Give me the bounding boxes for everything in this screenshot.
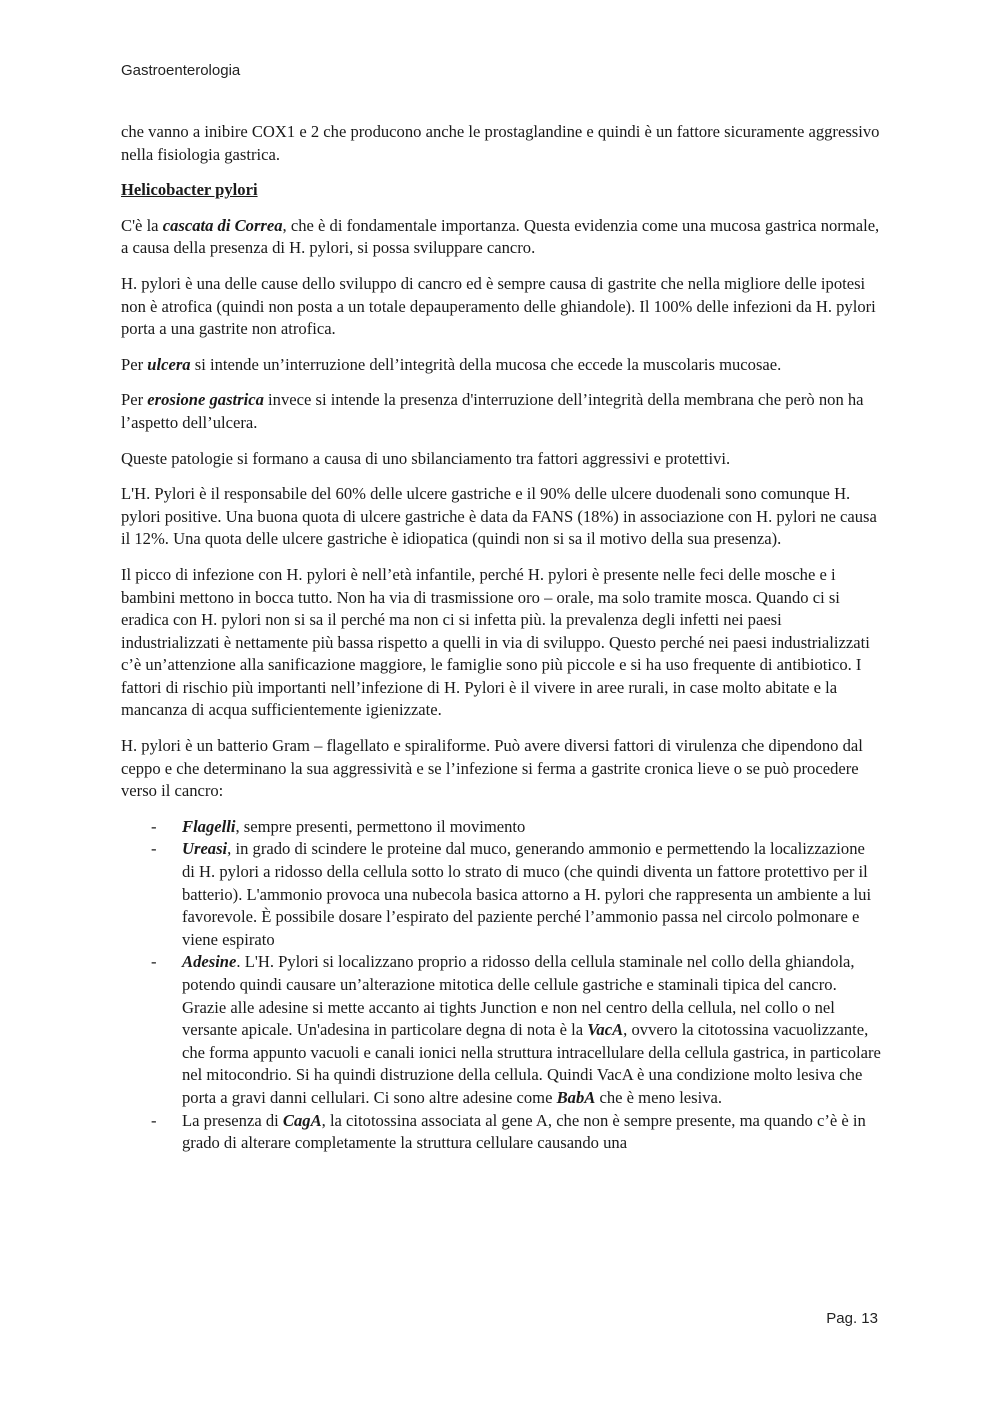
text: che è meno lesiva. bbox=[595, 1087, 723, 1107]
term-caga: CagA bbox=[282, 1110, 322, 1130]
text: , sempre presenti, permettono il movimento bbox=[235, 816, 526, 836]
term-baba: BabA bbox=[556, 1087, 596, 1107]
list-item-caga bbox=[121, 1110, 881, 1155]
term-erosione: erosione gastrica bbox=[147, 390, 264, 410]
text: invece si intende la presenza d'interruzione dell’integrità della membrana che però non ha l’aspetto dell’ulcera. bbox=[121, 390, 864, 432]
paragraph: H. pylori è una delle cause dello sviluppo di cancro ed è sempre causa di gastrite che nella migliore delle ipotesi non è atrofica (quindi non posta a un totale depauperamento delle ghiandole). Il 100% delle infezioni da H. pylori porta a una gastrite non atrofica. bbox=[121, 273, 876, 339]
dash-bullet: - bbox=[151, 952, 157, 972]
dash-bullet: - bbox=[151, 816, 157, 836]
term-vaca: VacA bbox=[587, 1020, 624, 1040]
term-flagelli: Flagelli bbox=[182, 816, 236, 836]
dash-bullet: - bbox=[151, 839, 157, 859]
list-item-adesine bbox=[121, 951, 881, 1109]
list-item-flagelli bbox=[121, 816, 881, 839]
term-correa: cascata di Correa bbox=[162, 215, 283, 235]
text: Per bbox=[121, 390, 148, 410]
text: . L'H. Pylori si localizzano proprio a ridosso della cellula staminale nel collo della ghiandola, potendo quindi causare un’alterazione mitotica delle cellule gastriche e staminali tipica del cancro. Grazie alle adesine si mette accanto ai tights Junction e non nel centro della cellula, nel collo o nel versante apicale. Un'adesina in particolare degna di nota è la bbox=[182, 952, 855, 1040]
dash-bullet: - bbox=[151, 1110, 157, 1130]
section-heading: Helicobacter pylori bbox=[121, 180, 258, 200]
paragraph-erosione bbox=[121, 389, 881, 434]
text: , in grado di scindere le proteine dal muco, generando ammonio e permettendo la localizzazione di H. pylori a ridosso della cellula sotto lo strato di muco (che quindi diventa un fattore protettivo per il batterio). L'ammonio provoca una nubecola basica attorno a H. pylori che rappresenta un ambiente a lui favorevole. È possibile dosare l’espirato del paziente perché l’ammonio passa nel circolo polmonare e viene espirato bbox=[182, 839, 872, 949]
virulence-factor-list bbox=[121, 816, 881, 1155]
paragraph: Il picco di infezione con H. pylori è nell’età infantile, perché H. pylori è presente nelle feci delle mosche e i bambini mettono in bocca tutto. Non ha via di trasmissione oro – orale, ma solo tramite mosca. Quando ci si eradica con H. pylori non si sa il perché ma non ci si infetta più. la prevalenza degli infetti nei paesi industrializzati è nettamente più bassa rispetto a quelli in via di sviluppo. Questo perché nei paesi industrializzati c’è un’attenzione alla sanificazione maggiore, le famiglie sono più piccole e si ha uso frequente di antibiotico. I fattori di rischio più importanti nell’infezione di H. Pylori è il vivere in aree rurali, in case molto abitate e la mancanza di acqua sufficientemente igienizzate. bbox=[121, 564, 870, 720]
text: , ovvero la citotossina vacuolizzante, che forma appunto vacuoli e canali ionici nella struttura intracellulare della cellula gastrica, in particolare nel mitocondrio. Si ha quindi distruzione della cellula. Quindi VacA è una condizione molto lesiva che porta a gravi danni cellulari. Ci sono altre adesine come bbox=[182, 1020, 881, 1107]
paragraph: che vanno a inibire COX1 e 2 che producono anche le prostaglandine e quindi è un fattore sicuramente aggressivo nella fisiologia gastrica. bbox=[121, 122, 880, 164]
text: si intende un’interruzione dell’integrità della mucosa che eccede la muscolaris mucosae. bbox=[190, 354, 782, 374]
term-adesine: Adesine bbox=[182, 952, 237, 972]
text: , la citotossina associata al gene A, che non è sempre presente, ma quando c’è è in grado di alterare completamente la struttura cellulare causando una bbox=[182, 1110, 866, 1153]
paragraph: Queste patologie si formano a causa di uno sbilanciamento tra fattori aggressivi e protettivi. bbox=[121, 448, 731, 468]
list-item-ureasi bbox=[121, 838, 881, 951]
document-body bbox=[121, 121, 881, 1155]
term-ulcera: ulcera bbox=[147, 354, 191, 374]
paragraph: L'H. Pylori è il responsabile del 60% delle ulcere gastriche e il 90% delle ulcere duodenali sono comunque H. pylori positive. Una buona quota di ulcere gastriche è data da FANS (18%) in associazione con H. pylori ne causa il 12%. Una quota delle ulcere gastriche è idiopatica (quindi non si sa il motivo della sua presenza). bbox=[121, 484, 877, 549]
page-number: Pag. 13 bbox=[826, 1310, 878, 1327]
text: Per bbox=[121, 354, 148, 374]
paragraph-correa bbox=[121, 215, 881, 260]
paragraph-ulcera bbox=[121, 354, 881, 377]
text: La presenza di bbox=[182, 1110, 283, 1130]
paragraph: H. pylori è un batterio Gram – flagellato e spiraliforme. Può avere diversi fattori di virulenza che dipendono dal ceppo e che determinano la sua aggressività e se l’infezione si ferma a gastrite cronica lieve o se può procedere verso il cancro: bbox=[121, 736, 863, 801]
page-header: Gastroenterologia bbox=[121, 62, 241, 79]
term-ureasi: Ureasi bbox=[182, 839, 228, 859]
text: C'è la bbox=[121, 215, 163, 235]
text: , che è di fondamentale importanza. Questa evidenzia come una mucosa gastrica normale, a causa della presenza di H. pylori, si possa sviluppare cancro. bbox=[121, 215, 880, 258]
